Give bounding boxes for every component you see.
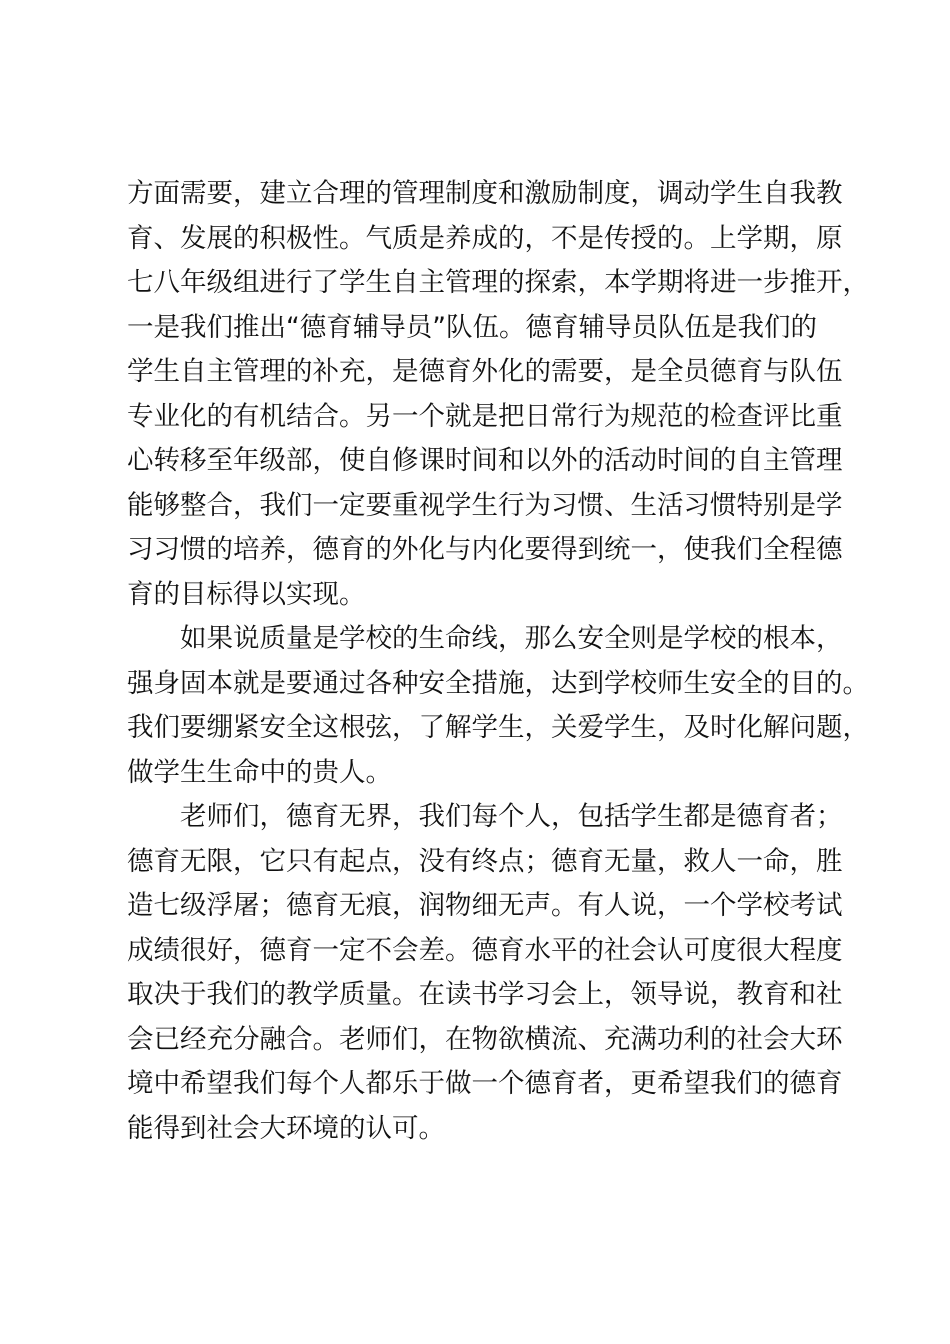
paragraph-line: 心转移至年级部，使自修课时间和以外的活动时间的自主管理 bbox=[127, 445, 843, 476]
paragraph-line: 成绩很好，德育一定不会差。德育水平的社会认可度很大程度 bbox=[127, 934, 843, 966]
paragraph-line: 能得到社会大环境的认可。 bbox=[127, 1112, 445, 1144]
paragraph-line: 老师们，德育无界，我们每个人，包括学生都是德育者； bbox=[180, 801, 843, 832]
paragraph-line: 专业化的有机结合。另一个就是把日常行为规范的检查评比重 bbox=[127, 400, 843, 432]
paragraph-line: 境中希望我们每个人都乐于做一个德育者，更希望我们的德育 bbox=[127, 1068, 843, 1099]
paragraph-line: 能够整合，我们一定要重视学生行为习惯、生活习惯特别是学 bbox=[127, 489, 843, 521]
paragraph-line: 我们要绷紧安全这根弦，了解学生，关爱学生，及时化解问题， bbox=[127, 712, 869, 743]
paragraph-line: 造七级浮屠；德育无痕，润物细无声。有人说，一个学校考试 bbox=[127, 890, 843, 921]
paragraph-line: 强身固本就是要通过各种安全措施，达到学校师生安全的目的。 bbox=[127, 667, 869, 699]
paragraph-line: 会已经充分融合。老师们，在物欲横流、充满功利的社会大环 bbox=[127, 1023, 843, 1055]
paragraph-line: 做学生生命中的贵人。 bbox=[127, 756, 392, 788]
paragraph-line: 习习惯的培养，德育的外化与内化要得到统一，使我们全程德 bbox=[127, 534, 843, 565]
document-body bbox=[127, 172, 869, 1151]
paragraph-line: 德育无限，它只有起点，没有终点；德育无量，救人一命，胜 bbox=[127, 845, 843, 877]
paragraph-line: 如果说质量是学校的生命线，那么安全则是学校的根本， bbox=[180, 623, 843, 654]
paragraph-line: 取决于我们的教学质量。在读书学习会上，领导说，教育和社 bbox=[127, 979, 843, 1010]
paragraph-line: 育的目标得以实现。 bbox=[127, 578, 366, 610]
paragraph-line: 育、发展的积极性。气质是养成的，不是传授的。上学期，原 bbox=[127, 222, 843, 254]
paragraph-line: 学生自主管理的补充，是德育外化的需要，是全员德育与队伍 bbox=[127, 356, 843, 387]
paragraph-line: 一是我们推出“德育辅导员”队伍。德育辅导员队伍是我们的 bbox=[127, 311, 817, 343]
paragraph-line: 方面需要，建立合理的管理制度和激励制度，调动学生自我教 bbox=[127, 178, 843, 209]
paragraph-line: 七八年级组进行了学生自主管理的探索，本学期将进一步推开， bbox=[127, 267, 869, 298]
